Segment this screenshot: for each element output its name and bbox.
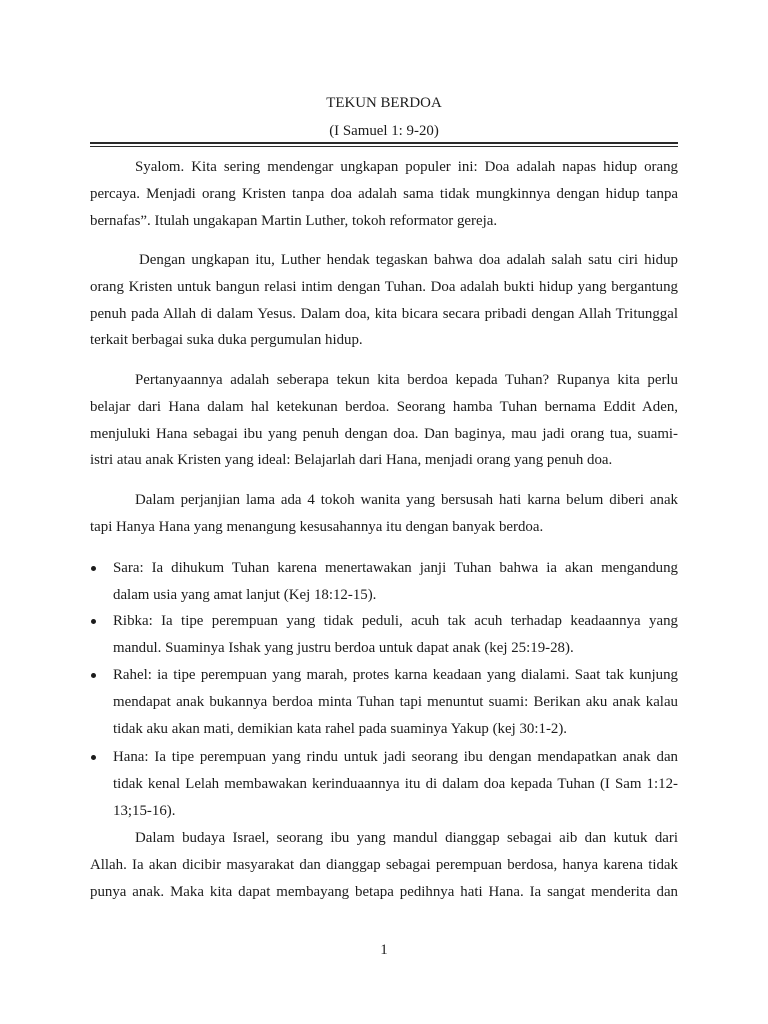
bullet-text: [113, 608, 678, 662]
paragraph-line: terkait berbagai suka duka pergumulan hidup.: [90, 332, 363, 349]
paragraph-line: Pertanyaannya adalah seberapa tekun kita berdoa kepada Tuhan? Rupanya kita perlu: [135, 372, 678, 388]
bullet-line: mendapat anak bukannya berdoa minta Tuhan tapi menuntut suami: Berikan aku anak kalau: [113, 693, 678, 710]
paragraph-line: Syalom. Kita sering mendengar ungkapan populer ini: Doa adalah napas hidup orang: [135, 159, 678, 175]
bullet-line: dalam usia yang amat lanjut (Kej 18:12-15).: [113, 586, 377, 603]
title-divider: [90, 142, 678, 147]
bullet-line: Sara: Ia dihukum Tuhan karena menertawakan janji Tuhan bahwa ia akan mengandung: [113, 560, 678, 576]
paragraph-3: [90, 367, 678, 474]
bullet-item-hana: [90, 744, 678, 824]
bullet-item-sara: [90, 555, 678, 609]
paragraph-line: istri atau anak Kristen yang ideal: Belajarlah dari Hana, menjadi orang yang penuh doa.: [90, 452, 613, 469]
paragraph-1: [90, 154, 678, 234]
bullet-icon: [91, 566, 96, 571]
paragraph-line: penuh pada Allah di dalam Yesus. Dalam doa, kita bicara secara pribadi dengan Allah Tritunggal: [90, 305, 678, 322]
bullet-text: [113, 555, 678, 609]
bullet-icon: [91, 673, 96, 678]
bullet-icon: [91, 619, 96, 624]
document-subtitle: (I Samuel 1: 9-20): [329, 123, 439, 139]
paragraph-line: Dengan ungkapan itu, Luther hendak tegaskan bahwa doa adalah salah satu ciri hidup: [139, 252, 678, 268]
bullet-text: [113, 662, 678, 742]
paragraph-line: bernafas”. Itulah ungakapan Martin Luther, tokoh reformator gereja.: [90, 212, 498, 229]
paragraph-line: punya anak. Maka kita dapat membayang betapa pedihnya hati Hana. Ia sangat menderita dan: [90, 883, 678, 900]
bullet-icon: [91, 755, 96, 760]
bullet-line: 13;15-16).: [113, 802, 176, 819]
paragraph-line: tapi Hanya Hana yang menangung kesusahannya itu dengan banyak berdoa.: [90, 518, 544, 535]
paragraph-line: menjuluki Hana sebagai ibu yang penuh dengan doa. Dan baginya, mau jadi orang tua, suami-: [90, 425, 678, 442]
paragraph-line: Dalam perjanjian lama ada 4 tokoh wanita yang bersusah hati karna belum diberi anak: [135, 492, 678, 508]
paragraph-5: [90, 825, 678, 905]
paragraph-line: Dalam budaya Israel, seorang ibu yang mandul dianggap sebagai aib dan kutuk dari: [135, 830, 678, 846]
paragraph-line: Allah. Ia akan dicibir masyarakat dan dianggap sebagai perempuan berdosa, hanya karena tidak: [90, 856, 678, 873]
bullet-line: Ribka: Ia tipe perempuan yang tidak peduli, acuh tak acuh terhadap keadaannya yang: [113, 613, 678, 629]
paragraph-line: percaya. Menjadi orang Kristen tanpa doa adalah sama tidak mungkinnya dengan hidup tanpa: [90, 185, 678, 202]
bullet-text: [113, 744, 678, 824]
paragraph-line: belajar dari Hana dalam hal ketekunan berdoa. Seorang hamba Tuhan bernama Eddit Aden,: [90, 398, 678, 415]
bullet-item-rahel: [90, 662, 678, 742]
page-number: 1: [380, 942, 388, 958]
bullet-item-ribka: [90, 608, 678, 662]
paragraph-2: [90, 247, 678, 354]
bullet-line: Rahel: ia tipe perempuan yang marah, protes karna keadaan yang dialami. Saat tak kunjung: [113, 667, 678, 683]
bullet-line: Hana: Ia tipe perempuan yang rindu untuk jadi seorang ibu dengan mendapatkan anak dan: [113, 749, 678, 765]
bullet-line: tidak kenal Lelah membawakan kerinduaannya itu di dalam doa kepada Tuhan (I Sam 1:12-: [113, 775, 678, 792]
bullet-line: mandul. Suaminya Ishak yang justru berdoa untuk dapat anak (kej 25:19-28).: [113, 639, 574, 656]
paragraph-4: [90, 487, 678, 541]
bullet-line: tidak aku akan mati, demikian kata rahel pada suaminya Yakup (kej 30:1-2).: [113, 720, 568, 737]
document-title: TEKUN BERDOA: [326, 95, 442, 111]
paragraph-line: orang Kristen untuk bangun relasi intim dengan Tuhan. Doa adalah bukti hidup yang bergantung: [90, 278, 678, 295]
